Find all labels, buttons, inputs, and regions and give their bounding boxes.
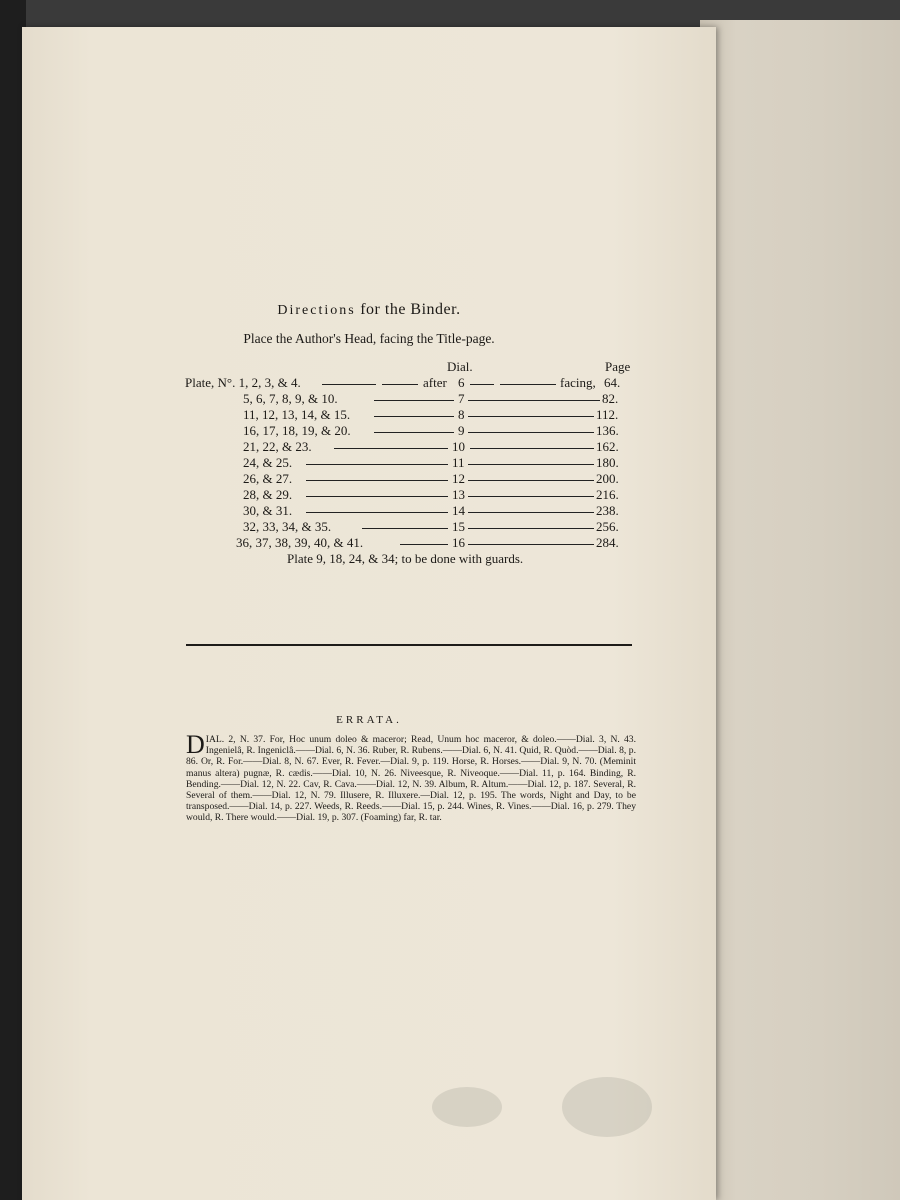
plate-label: 24, & 25.	[243, 455, 293, 470]
leader-dash	[374, 432, 454, 433]
facing-word: facing,	[560, 375, 596, 390]
leader-dash	[400, 544, 448, 545]
divider-rule	[186, 644, 632, 646]
plate-row	[22, 375, 716, 391]
leader-dash	[468, 416, 594, 417]
plate-label: 36, 37, 38, 39, 40, & 41.	[236, 535, 364, 550]
leader-dash	[322, 384, 376, 385]
plate-label: 5, 6, 7, 8, 9, & 10.	[243, 391, 338, 406]
page-heading	[22, 301, 716, 319]
page-number: 284.	[596, 535, 619, 550]
page-number: 162.	[596, 439, 619, 454]
errata-dropcap: D	[186, 730, 205, 759]
leader-dash	[334, 448, 448, 449]
page-number: 180.	[596, 455, 619, 470]
leader-dash	[382, 384, 418, 385]
page-number: 238.	[596, 503, 619, 518]
page-number: 200.	[596, 471, 619, 486]
dial-number: 9	[458, 423, 465, 438]
errata-body: IAL. 2, N. 37. For, Hoc unum doleo & maceror; Read, Unum hoc maceror, & doleo.——Dial. 3, N. 43. Ingenielâ, R. Ingeniclâ.——Dial. 6, N. 36. Ruber, R. Rubens.——Dial. 6, N. 41. Quid, R. Quòd.——Dial. 8, p. 86. Or, R. For.——Dial. 8, N. 67. Ever, R. Fever.—Dial. 9, p. 119. Horse, R. Horses.——Dial. 9, N. 70. (Meminit manus altera) pugnæ, R. cædis.——Dial. 10, N. 26. Niveesque, R. Niveoque.——Dial. 11, p. 164. Binding, R. Bending.——Dial. 12, N. 22. Cav, R. Cava.——Dial. 12, N. 39. Album, R. Altum.——Dial. 12, p. 187. Several, R. Several of them.——Dial. 12, N. 79. Illusere, R. Illuxere.—Dial. 12, p. 195. The words, Night and Day, to be transposed.——Dial. 14, p. 227. Weeds, R. Reeds.——Dial. 15, p. 244. Wines, R. Vines.——Dial. 16, p. 279. They would, R. There would.——Dial. 19, p. 307. (Foaming) far, R. tar.	[186, 734, 636, 824]
plate-row	[22, 455, 716, 471]
page-number: 64.	[604, 375, 621, 390]
leader-dash	[500, 384, 556, 385]
adjacent-page	[700, 20, 900, 1200]
plate-row	[22, 519, 716, 535]
plate-label: 11, 12, 13, 14, & 15.	[243, 407, 351, 422]
leader-dash	[468, 528, 594, 529]
stain	[562, 1077, 652, 1137]
dial-number: 12	[452, 471, 465, 486]
after-word: after	[423, 375, 447, 390]
dial-number: 14	[452, 503, 465, 518]
page-number: 82.	[602, 391, 619, 406]
column-header-dial: Dial.	[447, 359, 473, 374]
leader-dash	[306, 480, 448, 481]
guards-note: Plate 9, 18, 24, & 34; to be done with guards.	[287, 551, 524, 566]
errata-text	[186, 730, 636, 824]
leader-dash	[362, 528, 448, 529]
leader-dash	[468, 480, 594, 481]
leader-dash	[374, 400, 454, 401]
plate-row	[22, 423, 716, 439]
leader-dash	[468, 544, 594, 545]
plate-label: 21, 22, & 23.	[243, 439, 312, 454]
page-number: 216.	[596, 487, 619, 502]
leader-dash	[470, 384, 494, 385]
heading-smallcaps: Directions	[277, 303, 356, 318]
heading-rest: for the Binder.	[360, 301, 461, 318]
plate-label: 30, & 31.	[243, 503, 293, 518]
plate-row	[22, 439, 716, 455]
leader-dash	[468, 464, 594, 465]
dial-number: 16	[452, 535, 465, 550]
dial-number: 6	[458, 375, 465, 390]
plate-label: 16, 17, 18, 19, & 20.	[243, 423, 351, 438]
dial-number: 8	[458, 407, 465, 422]
book-page	[22, 27, 716, 1200]
column-header-page: Page	[605, 359, 631, 374]
subheading: Place the Author's Head, facing the Title-page.	[243, 331, 495, 346]
leader-dash	[468, 496, 594, 497]
dial-number: 13	[452, 487, 465, 502]
plate-row	[22, 503, 716, 519]
plate-row	[22, 407, 716, 423]
dial-number: 11	[452, 455, 465, 470]
leader-dash	[470, 448, 594, 449]
leader-dash	[468, 400, 600, 401]
errata-title: ERRATA.	[336, 714, 402, 726]
page-number: 112.	[596, 407, 619, 422]
leader-dash	[468, 432, 594, 433]
plate-label: Plate, N°. 1, 2, 3, & 4.	[185, 375, 301, 390]
leader-dash	[306, 464, 448, 465]
leader-dash	[306, 512, 448, 513]
page-number: 136.	[596, 423, 619, 438]
plate-label: 28, & 29.	[243, 487, 293, 502]
dial-number: 10	[452, 439, 465, 454]
plate-label: 26, & 27.	[243, 471, 293, 486]
plate-label: 32, 33, 34, & 35.	[243, 519, 332, 534]
leader-dash	[374, 416, 454, 417]
leader-dash	[468, 512, 594, 513]
plate-row	[22, 487, 716, 503]
plate-row	[22, 535, 716, 551]
dial-number: 7	[458, 391, 465, 406]
stain	[432, 1087, 502, 1127]
plate-row	[22, 471, 716, 487]
dial-number: 15	[452, 519, 465, 534]
leader-dash	[306, 496, 448, 497]
plate-row	[22, 391, 716, 407]
page-number: 256.	[596, 519, 619, 534]
